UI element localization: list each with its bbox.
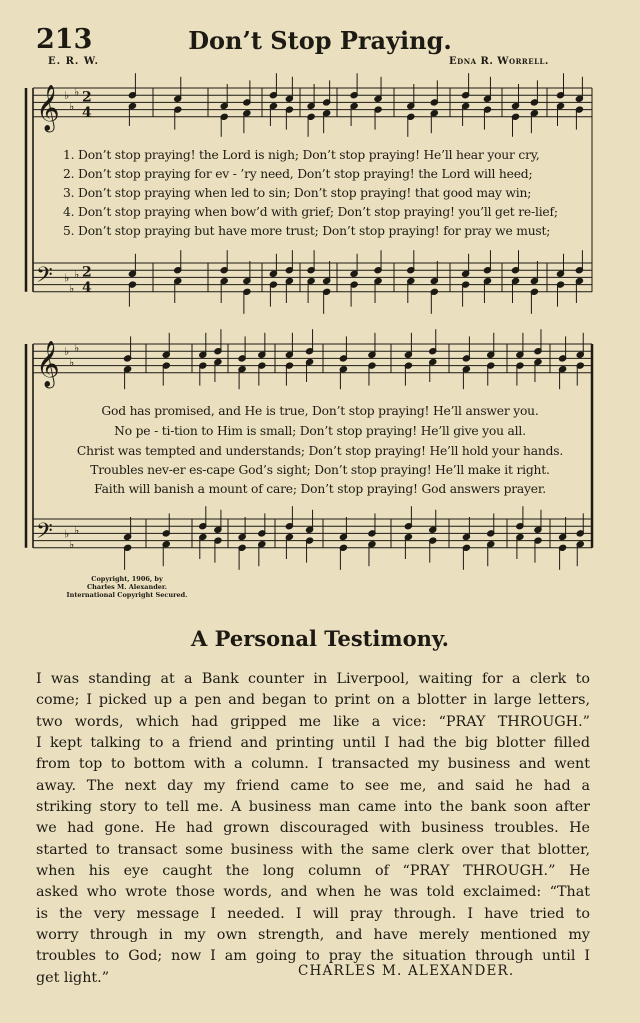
flat-icon: ♭	[74, 341, 80, 355]
verse-4-line: 4. Don’t stop praying when bow’d with grief; Don’t stop praying! you’ll get re-lief;	[63, 205, 558, 219]
flat-icon: ♭	[69, 100, 75, 113]
testimony-line: worry through in my own strength, and have merely mentioned my	[36, 927, 590, 944]
refrain-line-2: No pe - ti-tion to Him is small; Don’t stop praying! He’ll give you all.	[114, 424, 526, 438]
testimony-line: we had gone. He had grown discouraged with business troubles. He	[36, 820, 590, 837]
testimony-line: from top to bottom with a column. I transacted my business and went	[36, 756, 590, 773]
verse-2-line: 2. Don’t stop praying for ev - ’ry need, Don’t stop praying! the Lord will heed;	[63, 167, 533, 181]
flat-icon: ♭	[69, 356, 75, 369]
flat-icon: ♭	[74, 85, 80, 99]
testimony-body	[36, 669, 590, 989]
verse-3-line: 3. Don’t stop praying when led to sin; Don’t stop praying! that good may win;	[63, 186, 532, 200]
flat-icon: ♭	[64, 89, 70, 103]
testimony-line: come; I picked up a pen and began to print on a blotter in large letters,	[36, 692, 590, 709]
composer-name: Edna R. Worrell.	[449, 56, 549, 67]
bass-clef-icon: 𝄢	[36, 518, 53, 549]
refrain-line-5: Faith will banish a mount of care; Don’t stop praying! God answers prayer.	[94, 482, 546, 496]
testimony-line: started to transact some business with the same clerk over that blotter,	[36, 841, 590, 858]
refrain-line-1: God has promised, and He is true, Don’t stop praying! He’ll answer you.	[101, 404, 539, 418]
testimony-line: two words, which had gripped me like a vice: “PRAY THROUGH.”	[36, 713, 590, 730]
treble-clef-icon: 𝄞	[36, 340, 60, 387]
testimony-line: is the very message I needed. I will pray through. I have tried to	[36, 905, 590, 922]
flat-icon: ♭	[74, 267, 80, 281]
time-signature: 2	[82, 89, 92, 106]
copyright-line-1: Copyright, 1906, by	[91, 575, 163, 583]
copyright-notice	[62, 575, 192, 599]
time-signature: 4	[82, 279, 92, 296]
signature: CHARLES M. ALEXANDER.	[298, 963, 515, 979]
testimony-line: away. The next day my friend came to see me, and said he had a	[36, 777, 590, 794]
testimony-line: get light.”	[36, 969, 110, 986]
time-signature: 4	[82, 104, 92, 121]
testimony-line: striking story to tell me. A business man came into the bank soon after	[36, 799, 590, 816]
verse-5-line: 5. Don’t stop praying but have more trust; Don’t stop praying! for pray we must;	[63, 224, 551, 238]
testimony-title: A Personal Testimony.	[191, 626, 449, 651]
testimony-line: I was standing at a Bank counter in Liverpool, waiting for a clerk to	[36, 671, 590, 687]
bass-clef-icon: 𝄢	[36, 262, 53, 293]
testimony-line: troubles to God; now I am going to pray the situation through until I	[36, 948, 590, 965]
verse-1-line: 1. Don’t stop praying! the Lord is nigh; Don’t stop praying! He’ll hear your cry,	[63, 148, 540, 162]
refrain-line-4: Troubles nev-er es-cape God’s sight; Don’t stop praying! He’ll make it right.	[90, 463, 550, 477]
lyricist-initials: E. R. W.	[48, 56, 100, 67]
flat-icon: ♭	[69, 538, 75, 552]
copyright-line-3: International Copyright Secured.	[66, 591, 188, 599]
flat-icon: ♭	[64, 527, 70, 541]
copyright-line-2: Charles M. Alexander.	[86, 583, 167, 591]
testimony-line: I kept talking to a friend and printing until I had the big blotter filled	[36, 735, 590, 752]
flat-icon: ♭	[69, 282, 75, 296]
hymn-title: Don’t Stop Praying.	[188, 26, 452, 55]
flat-icon: ♭	[74, 523, 80, 537]
flat-icon: ♭	[64, 271, 70, 285]
refrain-line-3: Christ was tempted and understands; Don’t stop praying! He’ll hold your hands.	[76, 444, 564, 458]
flat-icon: ♭	[64, 345, 70, 359]
hymn-number: 213	[36, 24, 93, 55]
testimony-line: asked who wrote those words, and when he was told exclaimed: “That	[36, 884, 590, 901]
time-signature: 2	[82, 264, 92, 281]
testimony-line: when his eye caught the long column of “PRAY THROUGH.” He	[36, 863, 590, 880]
treble-clef-icon: 𝄞	[36, 84, 60, 131]
